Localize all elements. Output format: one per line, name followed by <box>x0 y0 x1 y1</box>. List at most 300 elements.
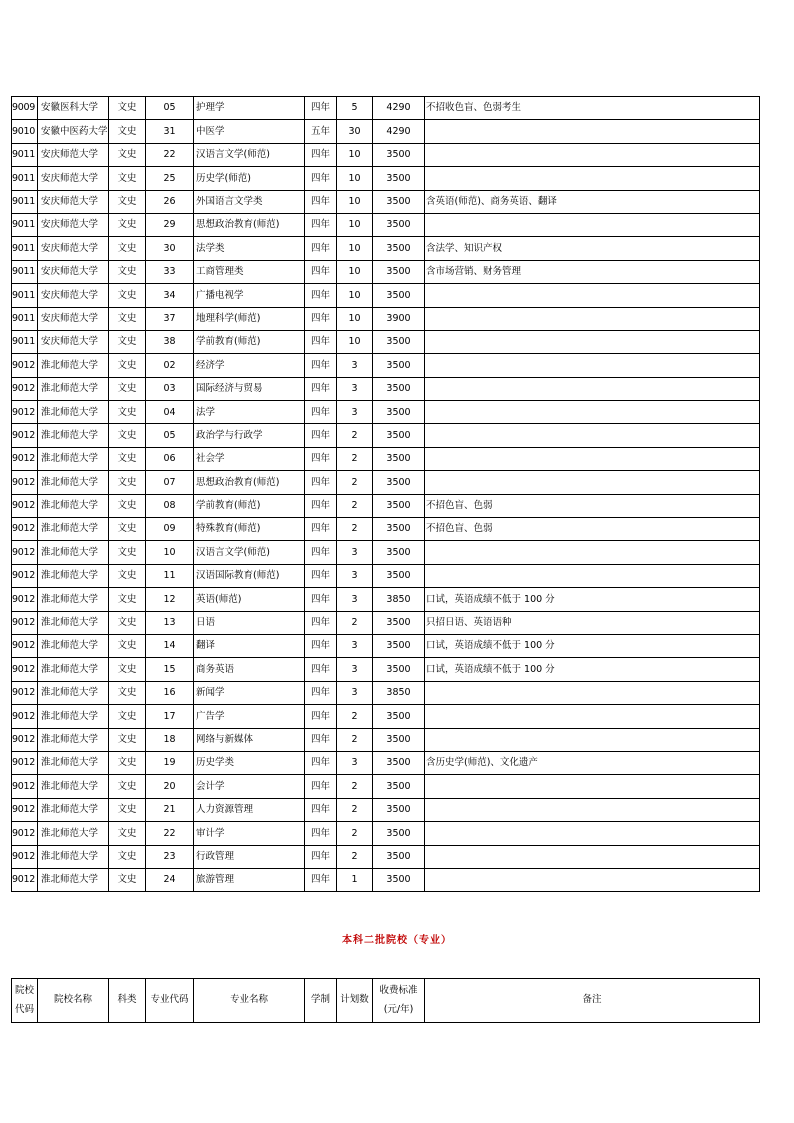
section-title: 本科二批院校（专业） <box>342 935 452 946</box>
table-row <box>12 284 760 307</box>
note-cell <box>425 728 760 751</box>
table-row <box>12 447 760 470</box>
table-row <box>12 705 760 728</box>
plan-cell: 2 <box>337 518 373 541</box>
major-name-cell: 历史学类 <box>194 751 305 774</box>
plan-cell: 10 <box>337 260 373 283</box>
school-name-cell: 淮北师范大学 <box>38 377 109 400</box>
school-name-cell: 安庆师范大学 <box>38 213 109 236</box>
table-row <box>12 167 760 190</box>
category-cell: 文史 <box>109 237 146 260</box>
header-code-line2: 代码 <box>14 1003 34 1015</box>
school-name-cell: 淮北师范大学 <box>38 775 109 798</box>
plan-cell: 10 <box>337 167 373 190</box>
school-code-cell: 9012 <box>12 634 38 657</box>
fee-cell: 4290 <box>373 120 425 143</box>
table-row <box>12 307 760 330</box>
plan-cell: 2 <box>337 822 373 845</box>
plan-cell: 1 <box>337 868 373 891</box>
category-cell: 文史 <box>109 213 146 236</box>
duration-cell: 四年 <box>305 611 337 634</box>
category-cell: 文史 <box>109 330 146 353</box>
note-cell <box>425 775 760 798</box>
note-cell <box>425 541 760 564</box>
table-row <box>12 330 760 353</box>
major-code-cell: 26 <box>146 190 194 213</box>
note-cell <box>425 681 760 704</box>
major-name-cell: 会计学 <box>194 775 305 798</box>
major-code-cell: 07 <box>146 471 194 494</box>
plan-cell: 3 <box>337 658 373 681</box>
category-cell: 文史 <box>109 541 146 564</box>
plan-cell: 10 <box>337 213 373 236</box>
category-cell: 文史 <box>109 822 146 845</box>
fee-cell: 3850 <box>373 588 425 611</box>
major-code-cell: 08 <box>146 494 194 517</box>
plan-cell: 2 <box>337 471 373 494</box>
table-row <box>12 237 760 260</box>
fee-cell: 3500 <box>373 634 425 657</box>
plan-cell: 2 <box>337 611 373 634</box>
school-name-cell: 淮北师范大学 <box>38 611 109 634</box>
header-code-line1: 院校 <box>14 985 34 997</box>
header-plan: 计划数 <box>337 979 373 1023</box>
school-name-cell: 淮北师范大学 <box>38 447 109 470</box>
table-row <box>12 97 760 120</box>
major-code-cell: 34 <box>146 284 194 307</box>
fee-cell: 3500 <box>373 190 425 213</box>
major-name-cell: 英语(师范) <box>194 588 305 611</box>
plan-cell: 2 <box>337 424 373 447</box>
header-category: 科类 <box>109 979 146 1023</box>
major-name-cell: 政治学与行政学 <box>194 424 305 447</box>
plan-cell: 5 <box>337 97 373 120</box>
school-code-cell: 9012 <box>12 447 38 470</box>
major-name-cell: 法学 <box>194 401 305 424</box>
school-code-cell: 9012 <box>12 401 38 424</box>
table-row <box>12 728 760 751</box>
table-row <box>12 681 760 704</box>
major-name-cell: 汉语国际教育(师范) <box>194 564 305 587</box>
header-row <box>12 979 760 1023</box>
note-cell: 口试，英语成绩不低于 100 分 <box>425 588 760 611</box>
plan-cell: 30 <box>337 120 373 143</box>
note-cell <box>425 213 760 236</box>
duration-cell: 四年 <box>305 471 337 494</box>
school-code-cell: 9012 <box>12 798 38 821</box>
major-name-cell: 学前教育(师范) <box>194 330 305 353</box>
table-row <box>12 190 760 213</box>
category-cell: 文史 <box>109 611 146 634</box>
plan-cell: 2 <box>337 705 373 728</box>
category-cell: 文史 <box>109 494 146 517</box>
school-code-cell: 9012 <box>12 541 38 564</box>
school-name-cell: 淮北师范大学 <box>38 845 109 868</box>
major-code-cell: 12 <box>146 588 194 611</box>
major-code-cell: 06 <box>146 447 194 470</box>
fee-cell: 3500 <box>373 401 425 424</box>
school-name-cell: 淮北师范大学 <box>38 868 109 891</box>
category-cell: 文史 <box>109 97 146 120</box>
school-name-cell: 安庆师范大学 <box>38 284 109 307</box>
note-cell <box>425 120 760 143</box>
duration-cell: 四年 <box>305 541 337 564</box>
category-cell: 文史 <box>109 564 146 587</box>
plan-cell: 3 <box>337 377 373 400</box>
category-cell: 文史 <box>109 377 146 400</box>
category-cell: 文史 <box>109 307 146 330</box>
major-code-cell: 37 <box>146 307 194 330</box>
major-code-cell: 02 <box>146 354 194 377</box>
school-name-cell: 淮北师范大学 <box>38 658 109 681</box>
category-cell: 文史 <box>109 658 146 681</box>
duration-cell: 四年 <box>305 728 337 751</box>
duration-cell: 四年 <box>305 260 337 283</box>
major-name-cell: 网络与新媒体 <box>194 728 305 751</box>
major-code-cell: 15 <box>146 658 194 681</box>
major-name-cell: 汉语言文学(师范) <box>194 143 305 166</box>
plan-cell: 10 <box>337 330 373 353</box>
major-name-cell: 历史学(师范) <box>194 167 305 190</box>
fee-cell: 3500 <box>373 751 425 774</box>
note-cell <box>425 401 760 424</box>
table-row <box>12 634 760 657</box>
school-name-cell: 淮北师范大学 <box>38 588 109 611</box>
duration-cell: 四年 <box>305 377 337 400</box>
school-code-cell: 9012 <box>12 845 38 868</box>
school-code-cell: 9012 <box>12 868 38 891</box>
plan-cell: 3 <box>337 681 373 704</box>
fee-cell: 3850 <box>373 681 425 704</box>
plan-cell: 2 <box>337 775 373 798</box>
category-cell: 文史 <box>109 424 146 447</box>
duration-cell: 四年 <box>305 564 337 587</box>
school-name-cell: 淮北师范大学 <box>38 634 109 657</box>
major-name-cell: 思想政治教育(师范) <box>194 213 305 236</box>
major-code-cell: 03 <box>146 377 194 400</box>
note-cell <box>425 284 760 307</box>
duration-cell: 四年 <box>305 307 337 330</box>
school-name-cell: 安庆师范大学 <box>38 143 109 166</box>
fee-cell: 3500 <box>373 260 425 283</box>
category-cell: 文史 <box>109 120 146 143</box>
school-code-cell: 9010 <box>12 120 38 143</box>
major-code-cell: 25 <box>146 167 194 190</box>
table-row <box>12 143 760 166</box>
major-name-cell: 外国语言文学类 <box>194 190 305 213</box>
major-name-cell: 日语 <box>194 611 305 634</box>
school-name-cell: 安徽中医药大学 <box>38 120 109 143</box>
duration-cell: 四年 <box>305 424 337 447</box>
table-row <box>12 798 760 821</box>
major-code-cell: 31 <box>146 120 194 143</box>
category-cell: 文史 <box>109 845 146 868</box>
school-code-cell: 9011 <box>12 284 38 307</box>
duration-cell: 四年 <box>305 588 337 611</box>
category-cell: 文史 <box>109 634 146 657</box>
fee-cell: 3500 <box>373 611 425 634</box>
plan-cell: 3 <box>337 588 373 611</box>
major-name-cell: 国际经济与贸易 <box>194 377 305 400</box>
duration-cell: 四年 <box>305 705 337 728</box>
major-code-cell: 19 <box>146 751 194 774</box>
category-cell: 文史 <box>109 447 146 470</box>
school-name-cell: 淮北师范大学 <box>38 494 109 517</box>
plan-cell: 10 <box>337 237 373 260</box>
school-name-cell: 淮北师范大学 <box>38 354 109 377</box>
school-name-cell: 安庆师范大学 <box>38 307 109 330</box>
note-cell: 口试，英语成绩不低于 100 分 <box>425 634 760 657</box>
category-cell: 文史 <box>109 284 146 307</box>
category-cell: 文史 <box>109 143 146 166</box>
header-school-code <box>12 979 38 1023</box>
category-cell: 文史 <box>109 401 146 424</box>
plan-cell: 3 <box>337 751 373 774</box>
duration-cell: 四年 <box>305 845 337 868</box>
table-row <box>12 775 760 798</box>
table-row <box>12 377 760 400</box>
fee-cell: 3500 <box>373 564 425 587</box>
category-cell: 文史 <box>109 518 146 541</box>
table-row <box>12 845 760 868</box>
duration-cell: 四年 <box>305 447 337 470</box>
plan-cell: 3 <box>337 634 373 657</box>
fee-cell: 3500 <box>373 798 425 821</box>
table-body <box>12 97 760 892</box>
plan-cell: 2 <box>337 494 373 517</box>
fee-cell: 3500 <box>373 424 425 447</box>
note-cell: 含历史学(师范)、文化遗产 <box>425 751 760 774</box>
fee-cell: 3500 <box>373 330 425 353</box>
duration-cell: 五年 <box>305 120 337 143</box>
major-name-cell: 学前教育(师范) <box>194 494 305 517</box>
table-row <box>12 588 760 611</box>
major-code-cell: 05 <box>146 97 194 120</box>
major-code-cell: 20 <box>146 775 194 798</box>
major-name-cell: 地理科学(师范) <box>194 307 305 330</box>
duration-cell: 四年 <box>305 681 337 704</box>
major-name-cell: 汉语言文学(师范) <box>194 541 305 564</box>
school-name-cell: 淮北师范大学 <box>38 401 109 424</box>
duration-cell: 四年 <box>305 167 337 190</box>
school-code-cell: 9012 <box>12 611 38 634</box>
major-code-cell: 10 <box>146 541 194 564</box>
note-cell <box>425 798 760 821</box>
major-name-cell: 旅游管理 <box>194 868 305 891</box>
school-name-cell: 安庆师范大学 <box>38 330 109 353</box>
table-row <box>12 494 760 517</box>
category-cell: 文史 <box>109 190 146 213</box>
fee-cell: 3500 <box>373 354 425 377</box>
category-cell: 文史 <box>109 751 146 774</box>
table-row <box>12 564 760 587</box>
major-code-cell: 30 <box>146 237 194 260</box>
major-name-cell: 中医学 <box>194 120 305 143</box>
fee-cell: 3500 <box>373 237 425 260</box>
major-name-cell: 社会学 <box>194 447 305 470</box>
fee-cell: 3500 <box>373 822 425 845</box>
school-code-cell: 9011 <box>12 167 38 190</box>
major-code-cell: 18 <box>146 728 194 751</box>
duration-cell: 四年 <box>305 284 337 307</box>
major-name-cell: 新闻学 <box>194 681 305 704</box>
major-name-cell: 护理学 <box>194 97 305 120</box>
note-cell: 不招色盲、色弱 <box>425 518 760 541</box>
duration-cell: 四年 <box>305 868 337 891</box>
major-code-cell: 21 <box>146 798 194 821</box>
table-row <box>12 751 760 774</box>
table-row <box>12 822 760 845</box>
fee-cell: 3500 <box>373 143 425 166</box>
school-name-cell: 淮北师范大学 <box>38 518 109 541</box>
school-code-cell: 9012 <box>12 705 38 728</box>
school-name-cell: 淮北师范大学 <box>38 564 109 587</box>
school-code-cell: 9012 <box>12 751 38 774</box>
school-code-cell: 9012 <box>12 728 38 751</box>
school-code-cell: 9012 <box>12 424 38 447</box>
plan-cell: 10 <box>337 307 373 330</box>
fee-cell: 3500 <box>373 494 425 517</box>
note-cell: 只招日语、英语语种 <box>425 611 760 634</box>
school-name-cell: 淮北师范大学 <box>38 471 109 494</box>
school-code-cell: 9011 <box>12 213 38 236</box>
school-code-cell: 9012 <box>12 775 38 798</box>
school-code-cell: 9011 <box>12 237 38 260</box>
note-cell: 含英语(师范)、商务英语、翻译 <box>425 190 760 213</box>
note-cell <box>425 143 760 166</box>
school-name-cell: 淮北师范大学 <box>38 822 109 845</box>
school-code-cell: 9012 <box>12 518 38 541</box>
note-cell <box>425 307 760 330</box>
school-name-cell: 安徽医科大学 <box>38 97 109 120</box>
plan-cell: 2 <box>337 728 373 751</box>
table-row <box>12 401 760 424</box>
header-major-name: 专业名称 <box>194 979 305 1023</box>
duration-cell: 四年 <box>305 97 337 120</box>
major-name-cell: 特殊教育(师范) <box>194 518 305 541</box>
duration-cell: 四年 <box>305 330 337 353</box>
fee-cell: 3500 <box>373 167 425 190</box>
fee-cell: 3500 <box>373 658 425 681</box>
note-cell <box>425 845 760 868</box>
major-code-cell: 11 <box>146 564 194 587</box>
plan-cell: 3 <box>337 401 373 424</box>
major-name-cell: 商务英语 <box>194 658 305 681</box>
school-name-cell: 淮北师范大学 <box>38 798 109 821</box>
category-cell: 文史 <box>109 588 146 611</box>
plan-cell: 10 <box>337 143 373 166</box>
note-cell: 含法学、知识产权 <box>425 237 760 260</box>
duration-cell: 四年 <box>305 751 337 774</box>
major-code-cell: 24 <box>146 868 194 891</box>
major-code-cell: 22 <box>146 143 194 166</box>
school-code-cell: 9011 <box>12 143 38 166</box>
duration-cell: 四年 <box>305 494 337 517</box>
major-name-cell: 翻译 <box>194 634 305 657</box>
school-code-cell: 9012 <box>12 658 38 681</box>
major-code-cell: 23 <box>146 845 194 868</box>
category-cell: 文史 <box>109 798 146 821</box>
fee-cell: 3500 <box>373 284 425 307</box>
note-cell: 不招收色盲、色弱考生 <box>425 97 760 120</box>
fee-cell: 3500 <box>373 541 425 564</box>
category-cell: 文史 <box>109 681 146 704</box>
school-code-cell: 9012 <box>12 494 38 517</box>
note-cell <box>425 424 760 447</box>
plan-cell: 3 <box>337 541 373 564</box>
note-cell <box>425 822 760 845</box>
school-name-cell: 淮北师范大学 <box>38 705 109 728</box>
fee-cell: 3500 <box>373 471 425 494</box>
duration-cell: 四年 <box>305 213 337 236</box>
fee-cell: 3900 <box>373 307 425 330</box>
school-code-cell: 9012 <box>12 471 38 494</box>
school-name-cell: 安庆师范大学 <box>38 237 109 260</box>
major-name-cell: 思想政治教育(师范) <box>194 471 305 494</box>
header-table <box>11 978 760 1023</box>
note-cell <box>425 354 760 377</box>
table-row <box>12 260 760 283</box>
header-school-name: 院校名称 <box>38 979 109 1023</box>
note-cell <box>425 167 760 190</box>
admission-plan-table <box>11 96 760 892</box>
school-code-cell: 9011 <box>12 307 38 330</box>
fee-cell: 3500 <box>373 728 425 751</box>
major-code-cell: 14 <box>146 634 194 657</box>
major-code-cell: 22 <box>146 822 194 845</box>
note-cell: 口试，英语成绩不低于 100 分 <box>425 658 760 681</box>
school-code-cell: 9012 <box>12 377 38 400</box>
category-cell: 文史 <box>109 260 146 283</box>
school-code-cell: 9011 <box>12 260 38 283</box>
duration-cell: 四年 <box>305 822 337 845</box>
category-cell: 文史 <box>109 728 146 751</box>
category-cell: 文史 <box>109 471 146 494</box>
fee-cell: 3500 <box>373 868 425 891</box>
table-row <box>12 541 760 564</box>
major-name-cell: 行政管理 <box>194 845 305 868</box>
school-name-cell: 淮北师范大学 <box>38 728 109 751</box>
table-row <box>12 120 760 143</box>
school-code-cell: 9011 <box>12 190 38 213</box>
school-name-cell: 安庆师范大学 <box>38 190 109 213</box>
fee-cell: 4290 <box>373 97 425 120</box>
category-cell: 文史 <box>109 167 146 190</box>
fee-cell: 3500 <box>373 447 425 470</box>
table-row <box>12 518 760 541</box>
major-code-cell: 17 <box>146 705 194 728</box>
duration-cell: 四年 <box>305 658 337 681</box>
major-name-cell: 广告学 <box>194 705 305 728</box>
table-row <box>12 213 760 236</box>
school-name-cell: 淮北师范大学 <box>38 424 109 447</box>
major-code-cell: 33 <box>146 260 194 283</box>
major-name-cell: 广播电视学 <box>194 284 305 307</box>
category-cell: 文史 <box>109 354 146 377</box>
note-cell <box>425 471 760 494</box>
category-cell: 文史 <box>109 775 146 798</box>
major-name-cell: 经济学 <box>194 354 305 377</box>
table-row <box>12 868 760 891</box>
note-cell <box>425 330 760 353</box>
plan-cell: 2 <box>337 845 373 868</box>
major-code-cell: 29 <box>146 213 194 236</box>
plan-cell: 2 <box>337 798 373 821</box>
school-name-cell: 安庆师范大学 <box>38 167 109 190</box>
school-code-cell: 9012 <box>12 564 38 587</box>
school-code-cell: 9012 <box>12 822 38 845</box>
table-row <box>12 658 760 681</box>
